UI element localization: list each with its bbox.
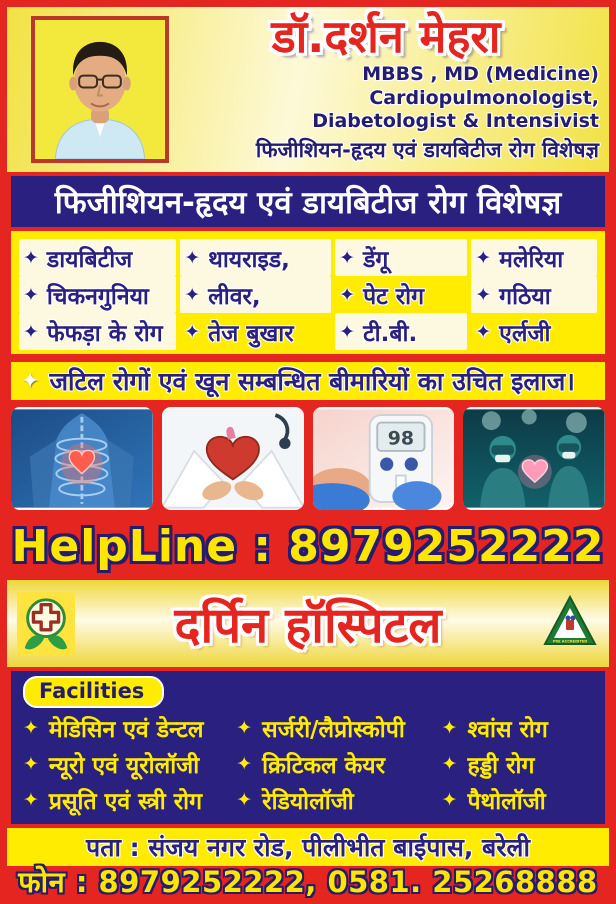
disease-item xyxy=(471,313,597,350)
disease-label: एर्लजी xyxy=(499,320,551,347)
star-icon: ✦ xyxy=(23,246,39,269)
star-icon: ✦ xyxy=(236,753,253,775)
facilities-title: Facilities xyxy=(23,676,164,708)
hospital-band xyxy=(7,580,609,667)
glucose-meter-image xyxy=(313,407,455,510)
disease-label: लीवर, xyxy=(208,283,261,310)
facilities-grid xyxy=(23,710,593,818)
star-icon: ✦ xyxy=(339,283,356,306)
disease-label: फेफड़ा के रोग xyxy=(46,320,163,347)
address-text: पता : संजय नगर रोड, पीलीभीत बाईपास, बरेली xyxy=(86,833,530,862)
specialty-banner-text: फिजीशियन-हृदय एवं डायबिटीज रोग विशेषज्ञ xyxy=(54,184,562,221)
helpline-text: HelpLine : 8979252222 xyxy=(11,520,605,572)
star-icon: ✦ xyxy=(441,753,458,775)
facility-label: सर्जरी/लैप्रोस्कोपी xyxy=(262,717,405,743)
disease-label: गठिया xyxy=(499,283,551,310)
disease-item xyxy=(335,239,467,276)
star-icon: ✦ xyxy=(21,368,40,394)
doctor-holding-heart-image xyxy=(162,407,304,510)
header-text-block xyxy=(169,7,609,172)
disease-item xyxy=(471,276,597,313)
disease-label: टी.बी. xyxy=(363,320,418,347)
star-icon: ✦ xyxy=(23,717,39,739)
doctor-degrees: MBBS , MD (Medicine) xyxy=(362,62,599,85)
treatment-note-strip xyxy=(7,358,609,400)
disease-item xyxy=(335,276,467,313)
doctor-name: डॉ.दर्शन मेहरा xyxy=(271,10,501,63)
disease-item xyxy=(180,313,331,350)
disease-label: मलेरिया xyxy=(499,246,564,273)
header-section xyxy=(7,7,609,172)
star-icon: ✦ xyxy=(184,320,201,343)
star-icon: ✦ xyxy=(441,717,458,739)
hospital-logo-icon xyxy=(17,592,75,656)
facility-label: पैथोलॉजी xyxy=(467,789,546,815)
facility-item xyxy=(442,746,593,782)
disease-label: तेज बुखार xyxy=(208,320,294,347)
xray-chest-image xyxy=(11,407,153,510)
facility-label: रेडियोलॉजी xyxy=(262,789,354,815)
treatment-note-text: जटिल रोगों एवं खून सम्बन्धित बीमारियों का उचित इलाज। xyxy=(49,367,575,396)
facility-item xyxy=(442,782,593,818)
facility-item xyxy=(23,746,230,782)
media-helpline-section xyxy=(7,400,609,580)
facilities-section xyxy=(7,667,609,828)
media-row xyxy=(7,400,609,512)
disease-label: डेंगू xyxy=(363,246,389,273)
glucometer-reading: 98 xyxy=(387,427,414,450)
facility-item xyxy=(23,782,230,818)
disease-item xyxy=(335,313,467,350)
badge-text: PRE ACCREDITED xyxy=(552,639,588,643)
facility-item xyxy=(236,710,435,746)
star-icon: ✦ xyxy=(441,789,458,811)
facility-label: न्यूरो एवं यूरोलॉजी xyxy=(48,753,200,779)
facility-label: क्रिटिकल केयर xyxy=(262,753,386,779)
facility-item xyxy=(236,746,435,782)
star-icon: ✦ xyxy=(23,320,39,343)
doctor-photo xyxy=(31,16,169,163)
helpline-banner xyxy=(7,512,609,580)
disease-item xyxy=(19,313,176,350)
star-icon: ✦ xyxy=(475,320,492,343)
hospital-name: दर्पिन हॉस्पिटल xyxy=(174,596,442,654)
disease-label: डायबिटीज xyxy=(46,246,133,273)
star-icon: ✦ xyxy=(339,246,356,269)
doctor-specialty-hindi: फिजीशियन-हृदय एवं डायबिटीज रोग विशेषज्ञ xyxy=(255,138,599,162)
star-icon: ✦ xyxy=(184,246,201,269)
facility-label: मेडिसिन एवं डेन्टल xyxy=(48,717,204,743)
disease-label: पेट रोग xyxy=(363,283,425,310)
star-icon: ✦ xyxy=(23,283,39,306)
disease-item xyxy=(19,276,176,313)
disease-item xyxy=(471,239,597,276)
facility-item xyxy=(442,710,593,746)
surgeons-hologram-heart-image xyxy=(463,407,605,510)
disease-label: चिकनगुनिया xyxy=(46,283,149,310)
star-icon: ✦ xyxy=(236,717,253,739)
star-icon: ✦ xyxy=(184,283,201,306)
facility-label: प्रसूति एवं स्त्री रोग xyxy=(48,789,203,815)
facility-item xyxy=(236,782,435,818)
phone-text: फोन : 8979252222, 0581. 25268888 xyxy=(18,865,598,899)
star-icon: ✦ xyxy=(236,789,253,811)
doctor-portrait-image xyxy=(35,20,165,159)
diseases-section xyxy=(7,227,609,358)
star-icon: ✦ xyxy=(23,753,39,775)
disease-label: थायराइड, xyxy=(208,246,290,273)
doctor-specialty-2: Diabetologist & Intensivist xyxy=(312,110,599,133)
facility-label: श्वांस रोग xyxy=(467,717,548,743)
disease-item xyxy=(180,239,331,276)
facility-label: हड्डी रोग xyxy=(467,753,535,779)
address-strip xyxy=(7,828,609,866)
star-icon: ✦ xyxy=(475,246,492,269)
accreditation-badge-icon xyxy=(541,594,599,654)
phone-strip xyxy=(7,866,609,897)
doctor-specialty-1: Cardiopulmonologist, xyxy=(369,86,599,109)
disease-item xyxy=(19,239,176,276)
star-icon: ✦ xyxy=(339,320,356,343)
star-icon: ✦ xyxy=(475,283,492,306)
star-icon: ✦ xyxy=(23,789,39,811)
facility-item xyxy=(23,710,230,746)
disease-item xyxy=(180,276,331,313)
specialty-banner xyxy=(7,172,609,227)
